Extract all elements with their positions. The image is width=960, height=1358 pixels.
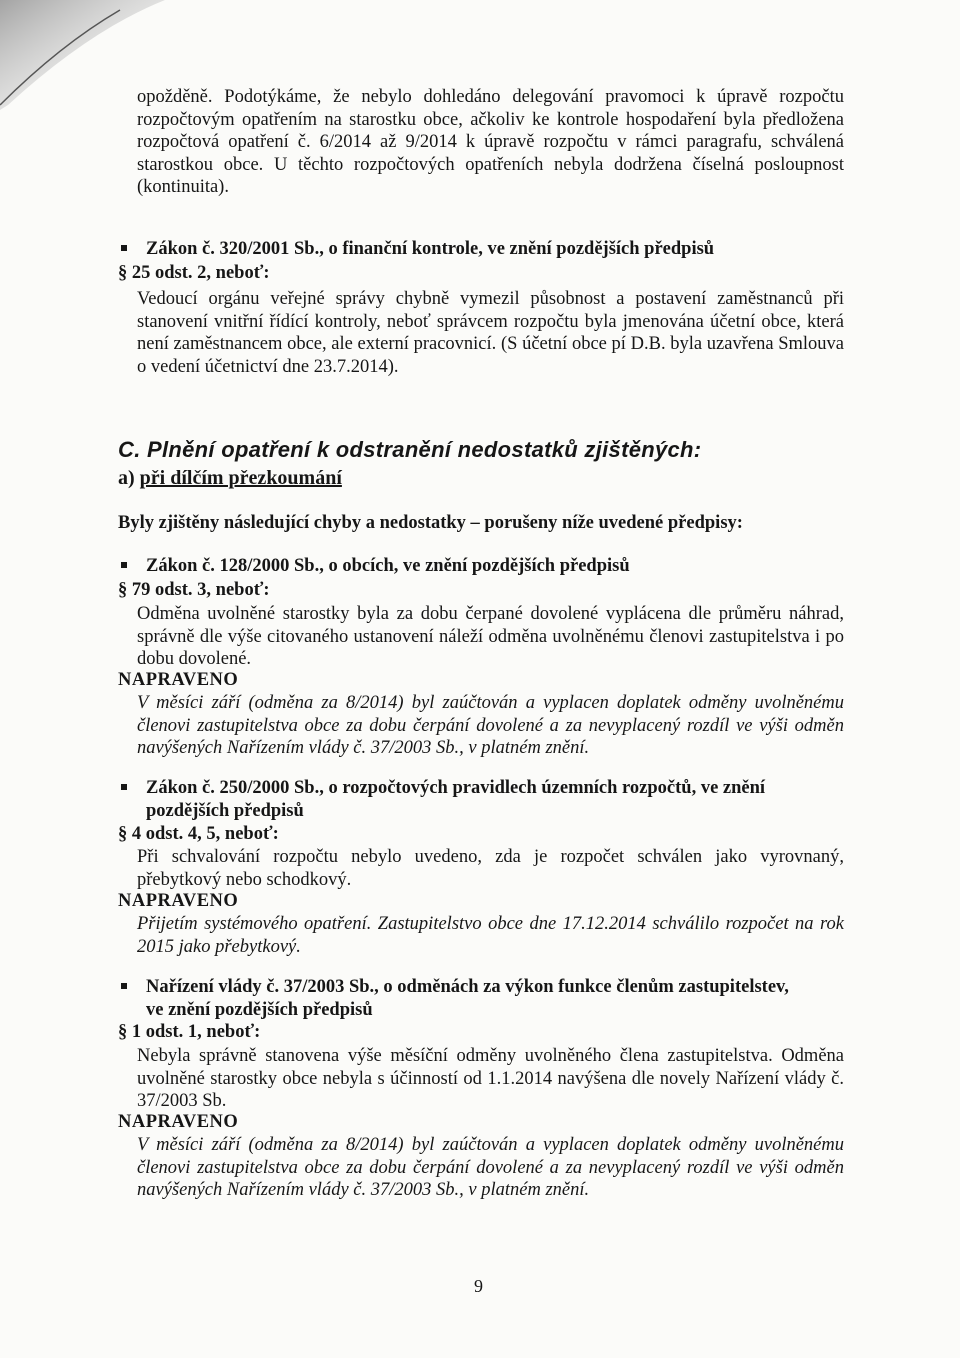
- remedy-text: Přijetím systémového opatření. Zastupitelstvo obce dne 17.12.2014 schválilo rozpočet na rok 2015 jako přebytkový.: [137, 914, 844, 957]
- finding-text: Vedoucí orgánu veřejné správy chybně vymezil působnost a postavení zaměstnanců při stanovení vnitřní řídící kontroly, neboť správcem rozpočtu byla jmenována účetní obce, která není zaměstnancem obce, ale externí pracovnicí. (S účetní obce pí D.B. byla uzavřena Smlouva o vedení účetnictví dne 23.7.2014).: [137, 289, 844, 377]
- law-paragraph-ref: § 79 odst. 3, neboť:: [118, 580, 270, 600]
- law-paragraph-ref: § 25 odst. 2, neboť:: [118, 263, 270, 283]
- findings-intro: Byly zjištěny následující chyby a nedostatky – porušeny níže uvedené předpisy:: [118, 513, 743, 533]
- law-title-continued: pozdějších předpisů: [146, 800, 304, 821]
- subsection-prefix: a): [118, 467, 140, 489]
- bullet-icon: [121, 784, 127, 790]
- status-label: NAPRAVENO: [118, 1112, 239, 1132]
- law-heading-128-2000: [121, 555, 848, 578]
- subsection-label: při dílčím přezkoumání: [139, 467, 342, 489]
- subsection-heading: [118, 467, 342, 490]
- law-title: Zákon č. 320/2001 Sb., o finanční kontrole, ve znění pozdějších předpisů: [146, 239, 715, 259]
- law-heading-320-2001: [121, 238, 848, 261]
- law-title: Zákon č. 250/2000 Sb., o rozpočtových pravidlech územních rozpočtů, ve znění: [146, 778, 766, 798]
- bullet-icon: [121, 562, 127, 568]
- finding-text: Při schvalování rozpočtu nebylo uvedeno, zda je rozpočet schválen jako vyrovnaný, přebytkový nebo schodkový.: [137, 847, 844, 890]
- status-label: NAPRAVENO: [118, 670, 239, 690]
- law-paragraph-ref: § 4 odst. 4, 5, neboť:: [118, 824, 279, 844]
- bullet-icon: [121, 245, 127, 251]
- law-paragraph-ref: § 1 odst. 1, neboť:: [118, 1022, 261, 1042]
- law-title-continued: ve znění pozdějších předpisů: [146, 999, 373, 1020]
- bullet-icon: [121, 983, 127, 989]
- section-title: C. Plnění opatření k odstranění nedostatků zjištěných:: [118, 437, 702, 462]
- page-number: 9: [474, 1276, 483, 1296]
- law-title: Nařízení vlády č. 37/2003 Sb., o odměnách za výkon funkce členům zastupitelstev,: [146, 977, 789, 997]
- status-label: NAPRAVENO: [118, 891, 239, 911]
- law-heading-37-2003: [121, 976, 848, 1021]
- remedy-text: V měsíci září (odměna za 8/2014) byl zaúčtován a vyplacen doplatek odměny uvolněnému členovi zastupitelstva obce za dobu čerpání dovolené a za nevyplacený rozdíl ve výši odměn navýšených Nařízením vlády č. 37/2003 Sb., v platném znění.: [137, 693, 844, 758]
- finding-text: Odměna uvolněné starostky byla za dobu čerpané dovolené vyplácena dle průměru náhrad, správně dle výše citovaného ustanovení náleží odměna uvolněnému členovi zastupitelstva i po dobu dovolené.: [137, 604, 844, 669]
- law-title: Zákon č. 128/2000 Sb., o obcích, ve znění pozdějších předpisů: [146, 556, 630, 576]
- law-heading-250-2000: [121, 777, 848, 822]
- intro-paragraph: opožděně. Podotýkáme, že nebylo dohledáno delegování pravomoci k úpravě rozpočtu rozpočtovým opatřením na starostku obce, ačkoliv ke kontrole hospodaření byla předložena rozpočtová opatření č. 6/2014 až 9/2014 k úpravě rozpočtu v rámci paragrafu, schválená starostkou obce. U těchto rozpočtových opatřeních nebyla dodržena číselná posloupnost (kontinuita).: [137, 87, 844, 197]
- finding-text: Nebyla správně stanovena výše měsíční odměny uvolněného člena zastupitelstva. Odměna uvolněné starostky obce nebyla s účinností od 1.1.2014 navýšena dle novely Nařízení vlády č. 37/2003 Sb.: [137, 1046, 844, 1111]
- remedy-text: V měsíci září (odměna za 8/2014) byl zaúčtován a vyplacen doplatek odměny uvolněnému členovi zastupitelstva obce za dobu čerpání dovolené a za nevyplacený rozdíl ve výši odměn navýšených Nařízením vlády č. 37/2003 Sb., v platném znění.: [137, 1135, 844, 1200]
